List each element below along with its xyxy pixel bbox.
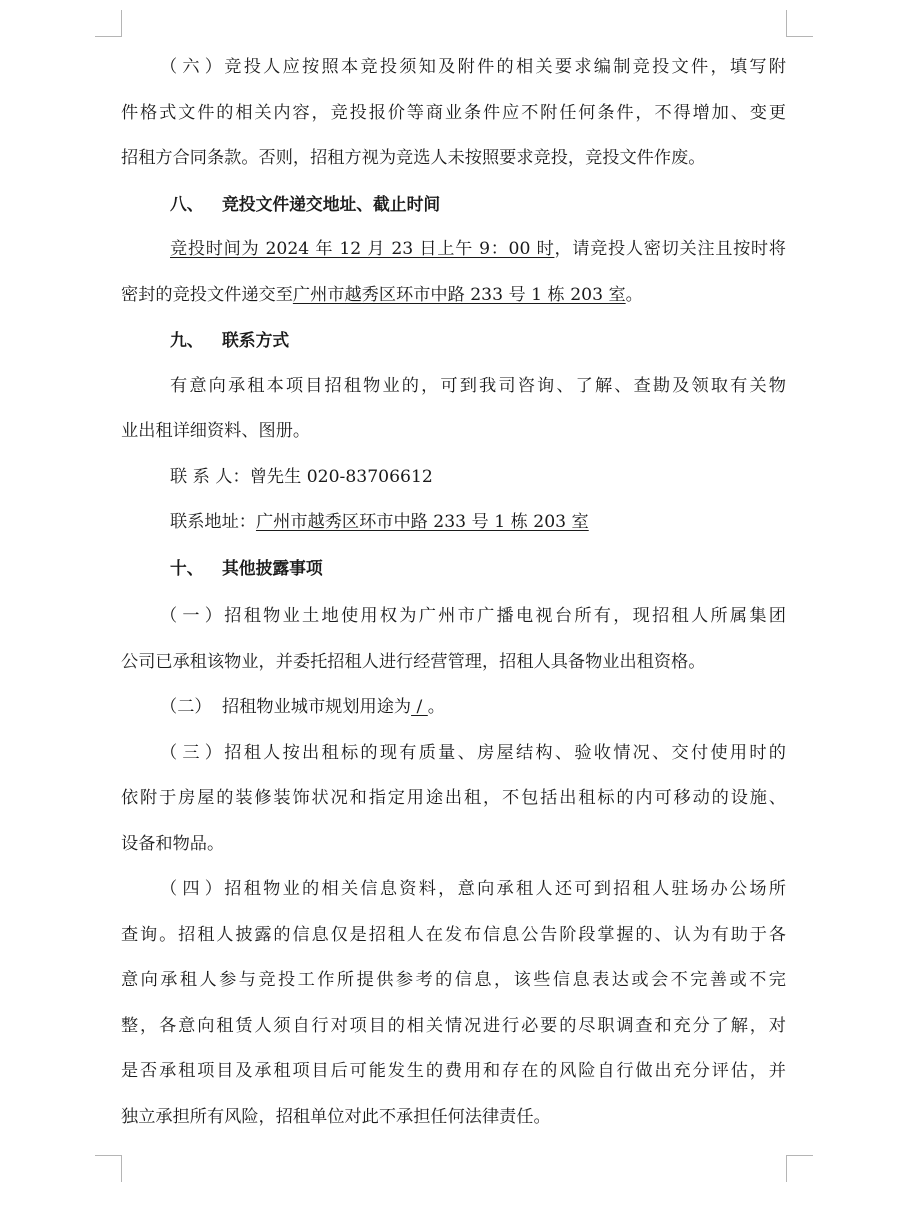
submission-address: 广州市越秀区环市中路 233 号 1 栋 203 室 [292,284,626,305]
section-9-heading [121,321,786,367]
contact-label: 联 系 人： [170,466,250,487]
document-body [121,48,786,1140]
item-text: 。 [427,697,445,717]
contact-value: 曾先生 020-83706612 [249,466,433,487]
item-text: 招租物业的相关信息资料，意向承租人还可到招租人驻场办公场所 [222,879,786,899]
item-number: （二） [160,697,212,717]
item-text: 招租物业城市规划用途为 [222,697,412,717]
item-text: 查询。招租人披露的信息仅是招租人在发布信息公告阶段掌握的、认为有助于各 [121,924,786,945]
section-10-heading [121,549,786,595]
clause-text: 件格式文件的相关内容，竞投报价等商业条件应不附任何条件，不得增加、变更 [121,102,786,123]
clause-text: 竞投人应按照本竞投须知及附件的相关要求编制竞投文件，填写附 [222,57,786,77]
paragraph-text: 业出租详细资料、图册。 [121,421,311,441]
section-title: 其他披露事项 [222,557,323,578]
item-3-line-3 [121,825,786,871]
item-4-line-3 [121,961,786,1007]
section-8-line-1 [121,230,786,276]
crop-mark-bottom-left [95,1155,122,1182]
clause-text: 招租方合同条款。否则，招租方视为竞选人未按照要求竞投，竞投文件作废。 [121,148,706,168]
section-9-line-2 [121,412,786,458]
item-4-line-1 [121,870,786,916]
clause-6-line-2 [121,94,786,140]
item-4-line-4 [121,1007,786,1053]
item-text: 整，各意向租赁人须自行对项目的相关情况进行必要的尽职调查和充分了解，对 [121,1015,786,1036]
item-text: 意向承租人参与竞投工作所提供参考的信息，该些信息表达或会不完善或不完 [121,970,786,990]
paragraph-text: 密封的竞投文件递交至 [121,284,293,305]
clause-6-line-1 [121,48,786,94]
address-label: 联系地址： [170,512,256,532]
section-number: 九、 [170,330,204,350]
item-4-line-6 [121,1098,786,1144]
deadline-text: 竞投时间为 2024 年 12 月 23 日上午 9：00 时 [170,239,555,259]
crop-mark-top-right [786,10,813,37]
item-3-line-1 [121,734,786,780]
item-number: （三） [160,742,222,763]
item-text: 设备和物品。 [121,833,225,854]
item-text: 招租人按出租标的现有质量、房屋结构、验收情况、交付使用时的 [222,742,786,763]
paragraph-text: 。 [625,284,643,305]
paragraph-text: ，请竞投人密切关注且按时将 [554,239,786,259]
item-1-line-2 [121,643,786,689]
contact-address-line [121,503,786,549]
item-3-line-2 [121,779,786,825]
section-title: 竞投文件递交地址、截止时间 [222,193,441,214]
item-2-line-1 [121,688,786,734]
paragraph-text: 有意向承租本项目招租物业的，可到我司咨询、了解、查勘及领取有关物 [170,375,786,396]
section-8-line-2 [121,276,786,322]
section-title: 联系方式 [222,330,290,350]
address-value: 广州市越秀区环市中路 233 号 1 栋 203 室 [255,512,589,532]
section-number: 十、 [170,557,204,578]
contact-person-line [121,458,786,504]
crop-mark-top-left [95,10,122,37]
section-number: 八、 [170,193,204,214]
item-text: 依附于房屋的装修装饰状况和指定用途出租，不包括出租标的内可移动的设施、 [121,788,786,808]
item-text: 独立承担所有风险，招租单位对此不承担任何法律责任。 [121,1106,551,1127]
item-text: 是否承租项目及承租项目后可能发生的费用和存在的风险自行做出充分评估，并 [121,1061,786,1081]
clause-6-line-3 [121,139,786,185]
clause-number: （六） [160,57,222,77]
section-9-line-1 [121,367,786,413]
item-4-line-2 [121,916,786,962]
item-text: 公司已承租该物业，并委托招租人进行经营管理，招租人具备物业出租资格。 [121,651,706,672]
crop-mark-bottom-right [786,1155,813,1182]
item-4-line-5 [121,1052,786,1098]
planning-use-blank: / [411,697,428,717]
section-8-heading [121,185,786,231]
item-number: （一） [160,606,222,626]
item-text: 招租物业土地使用权为广州市广播电视台所有，现招租人所属集团 [222,606,786,626]
item-1-line-1 [121,597,786,643]
item-number: （四） [160,879,222,899]
